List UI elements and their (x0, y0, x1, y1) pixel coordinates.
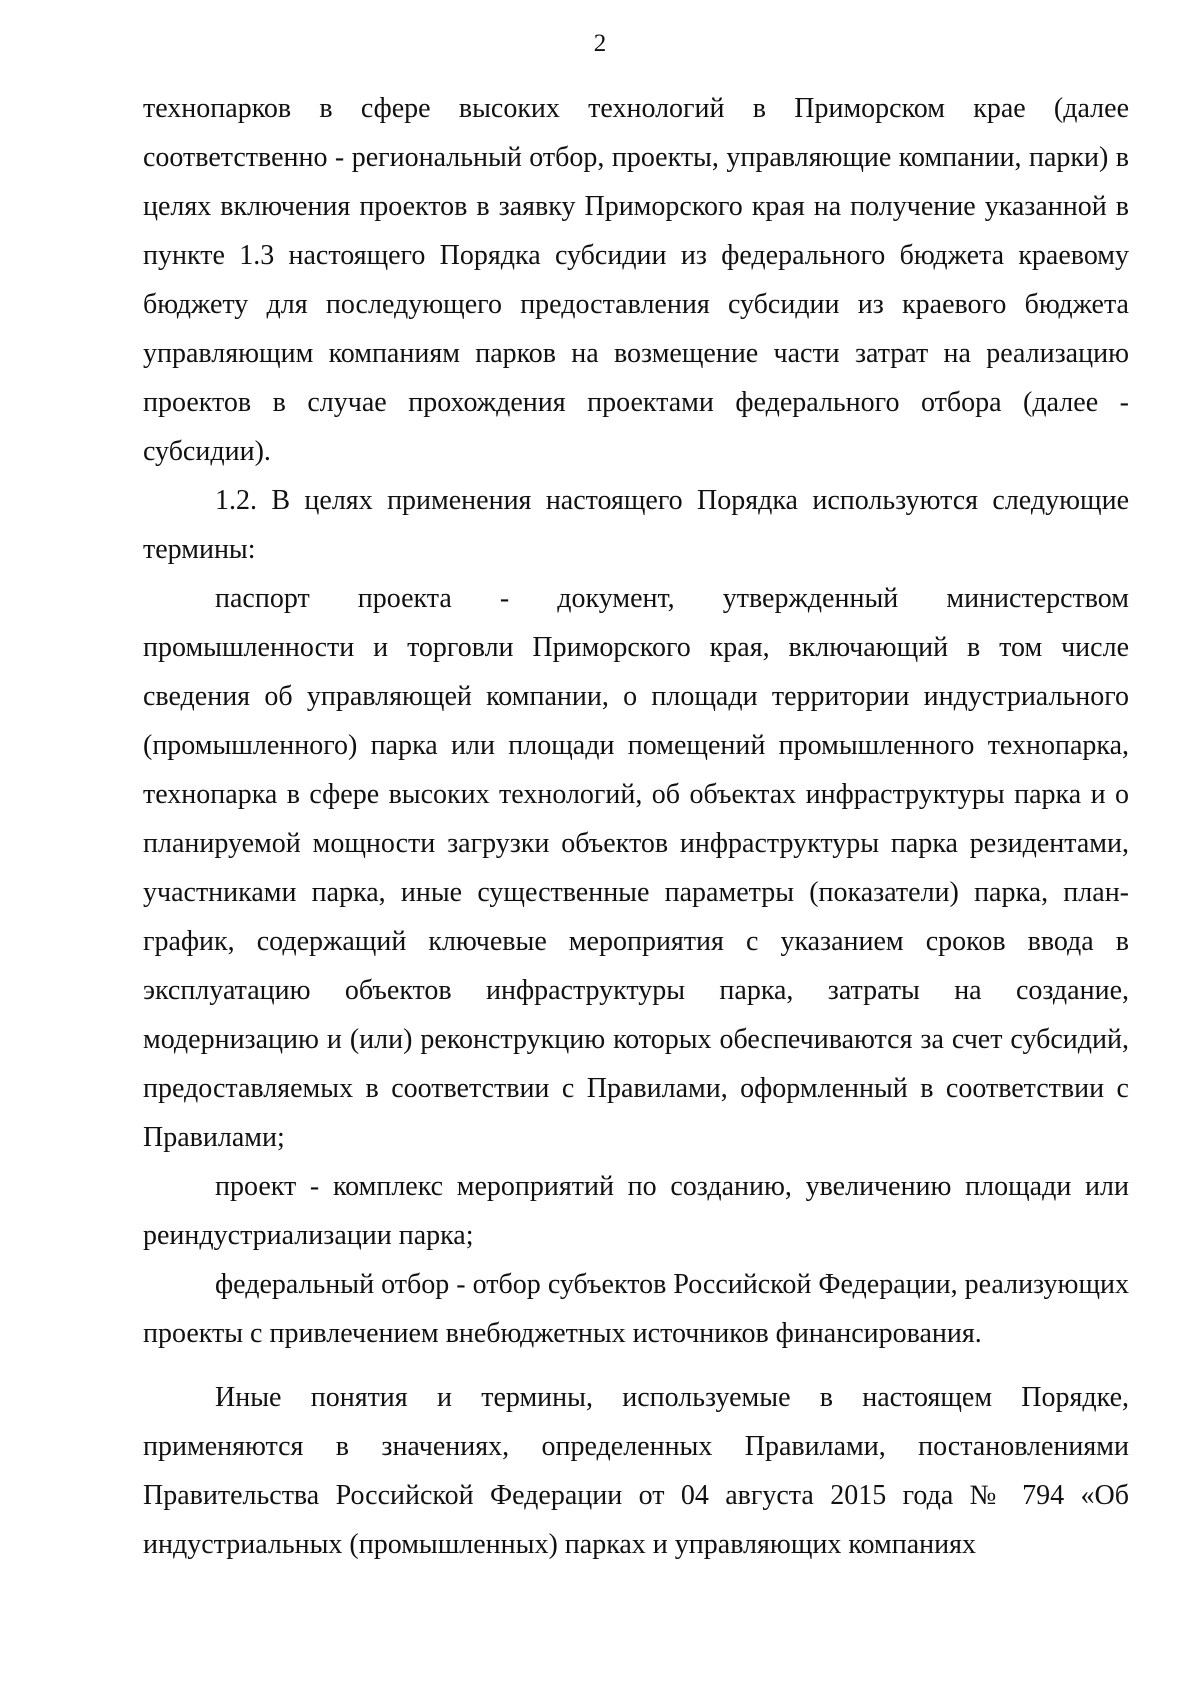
document-body (143, 84, 1129, 1569)
paragraph-continuation: технопарков в сфере высоких технологий в Приморском крае (далее соответственно - региональный отбор, проекты, управляющие компании, парки) в целях включения проектов в заявку Приморского края на получение указанной в пункте 1.3 настоящего Порядка субсидии из федерального бюджета краевому бюджету для последующего предоставления субсидии из краевого бюджета управляющим компаниям парков на возмещение части затрат на реализацию проектов в случае прохождения проектами федерального отбора (далее - субсидии). (143, 93, 1129, 467)
paragraph-other-terms: Иные понятия и термины, используемые в настоящем Порядке, применяются в значениях, определенных Правилами, постановлениями Правительства Российской Федерации от 04 августа 2015 года № 794 «Об индустриальных (промышленных) парках и управляющих компаниях (143, 1382, 1129, 1560)
page-number: 2 (593, 30, 607, 57)
paragraph-project-passport: паспорт проекта - документ, утвержденный министерством промышленности и торговли Приморского края, включающий в том числе сведения об управляющей компании, о площади территории индустриального (промышленного) парка или площади помещений промышленного технопарка, технопарка в сфере высоких технологий, об объектах инфраструктуры парка и о планируемой мощности загрузки объектов инфраструктуры парка резидентами, участниками парка, иные существенные параметры (показатели) парка, план-график, содержащий ключевые мероприятия с указанием сроков ввода в эксплуатацию объектов инфраструктуры парка, затраты на создание, модернизацию и (или) реконструкцию которых обеспечиваются за счет субсидий, предоставляемых в соответствии с Правилами, оформленный в соответствии с Правилами; (143, 583, 1129, 1153)
paragraph-project: проект - комплекс мероприятий по созданию, увеличению площади или реиндустриализации парка; (143, 1171, 1129, 1251)
paragraph-federal-selection: федеральный отбор - отбор субъектов Российской Федерации, реализующих проекты с привлечением внебюджетных источников финансирования. (143, 1269, 1129, 1349)
paragraph-1-2: 1.2. В целях применения настоящего Порядка используются следующие термины: (143, 485, 1129, 565)
